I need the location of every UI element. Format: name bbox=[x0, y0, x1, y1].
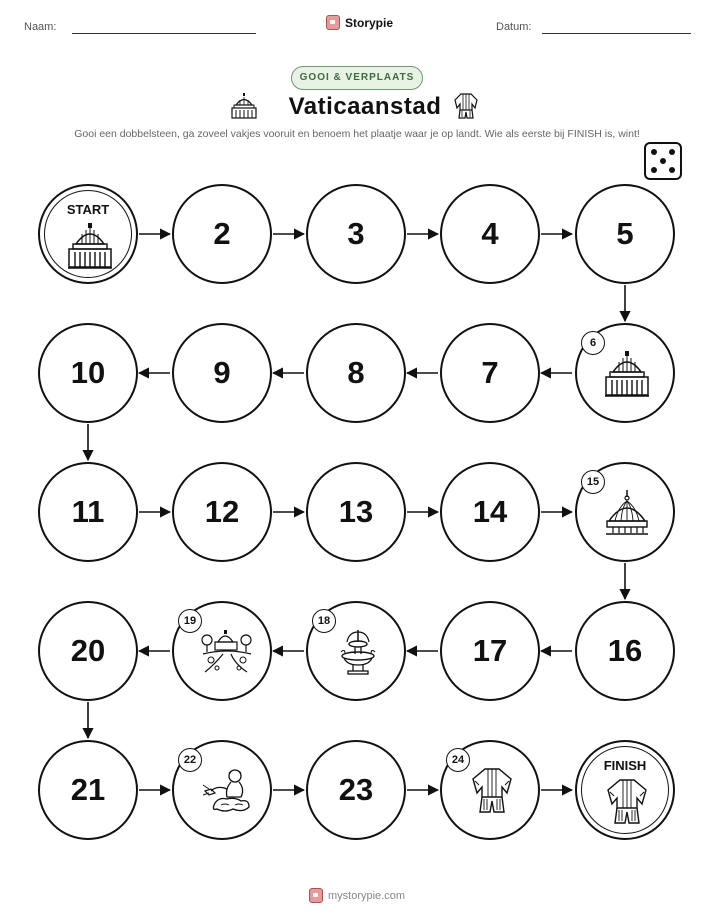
finish-label: FINISH bbox=[603, 758, 647, 773]
board-cell-12[interactable] bbox=[172, 462, 272, 562]
instructions: Gooi een dobbelsteen, ga zoveel vakjes vooruit en benoem het plaatje waar je op landt. Wie als eerste bij FINISH is, wint! bbox=[74, 128, 640, 140]
cell-number: 21 bbox=[70, 772, 106, 807]
cell-number: 8 bbox=[347, 355, 365, 390]
swiss-guard-uniform-icon bbox=[469, 767, 515, 823]
board-cell-19[interactable] bbox=[172, 601, 272, 701]
cell-number: 13 bbox=[338, 494, 374, 529]
footer-url[interactable]: mystorypie.com bbox=[327, 889, 406, 902]
board-cell-13[interactable] bbox=[306, 462, 406, 562]
cell-number-badge: 18 bbox=[312, 609, 336, 633]
board-cell-23[interactable] bbox=[306, 740, 406, 840]
board-cell-7[interactable] bbox=[440, 323, 540, 423]
board-cell-21[interactable] bbox=[38, 740, 138, 840]
board-cell-10[interactable] bbox=[38, 323, 138, 423]
cell-number-badge: 24 bbox=[446, 748, 470, 772]
cell-number: 20 bbox=[70, 633, 106, 668]
cell-number: 14 bbox=[472, 494, 508, 529]
cell-number: 2 bbox=[213, 216, 231, 251]
board-cell-2[interactable] bbox=[172, 184, 272, 284]
board-cell-1[interactable] bbox=[38, 184, 138, 284]
cell-number-badge: 22 bbox=[178, 748, 202, 772]
dome-icon bbox=[604, 489, 650, 545]
board-cell-6[interactable] bbox=[575, 323, 675, 423]
game-type-badge: GOOI & VERPLAATS bbox=[291, 66, 423, 90]
board-cell-24[interactable] bbox=[440, 740, 540, 840]
cell-number: 7 bbox=[481, 355, 499, 390]
garden-icon bbox=[201, 628, 253, 684]
cell-number: 9 bbox=[213, 355, 231, 390]
board-cell-3[interactable] bbox=[306, 184, 406, 284]
board-cell-22[interactable] bbox=[172, 740, 272, 840]
board-cell-9[interactable] bbox=[172, 323, 272, 423]
cell-number-badge: 6 bbox=[581, 331, 605, 355]
footer bbox=[0, 888, 714, 903]
swiss-guard-uniform-icon bbox=[604, 778, 650, 834]
basilica-icon bbox=[604, 350, 650, 406]
cell-number: 17 bbox=[472, 633, 508, 668]
date-label: Datum: bbox=[496, 21, 532, 33]
board-cell-18[interactable] bbox=[306, 601, 406, 701]
brand-name: Storypie bbox=[345, 15, 394, 30]
basilica-icon bbox=[67, 222, 113, 278]
cell-number: 4 bbox=[481, 216, 499, 251]
start-label: START bbox=[66, 202, 110, 217]
page-title: Vaticaanstad bbox=[288, 93, 442, 120]
cell-number: 3 bbox=[347, 216, 365, 251]
board-cell-15[interactable] bbox=[575, 462, 675, 562]
board-cell-25[interactable] bbox=[575, 740, 675, 840]
board-cell-5[interactable] bbox=[575, 184, 675, 284]
cell-number: 5 bbox=[616, 216, 634, 251]
board-cell-17[interactable] bbox=[440, 601, 540, 701]
name-label: Naam: bbox=[24, 21, 57, 33]
board-cell-20[interactable] bbox=[38, 601, 138, 701]
cell-number-badge: 19 bbox=[178, 609, 202, 633]
cell-number: 11 bbox=[71, 494, 105, 529]
cell-number: 10 bbox=[70, 355, 106, 390]
board-cell-4[interactable] bbox=[440, 184, 540, 284]
cell-number-badge: 15 bbox=[581, 470, 605, 494]
board-cell-16[interactable] bbox=[575, 601, 675, 701]
angel-fresco-icon bbox=[201, 767, 253, 823]
cell-number: 12 bbox=[204, 494, 240, 529]
cell-number: 23 bbox=[338, 772, 374, 807]
storypie-mascot-icon bbox=[309, 888, 323, 903]
board-cell-14[interactable] bbox=[440, 462, 540, 562]
board-cell-11[interactable] bbox=[38, 462, 138, 562]
fountain-icon bbox=[335, 628, 381, 684]
board-cell-8[interactable] bbox=[306, 323, 406, 423]
cell-number: 16 bbox=[607, 633, 643, 668]
